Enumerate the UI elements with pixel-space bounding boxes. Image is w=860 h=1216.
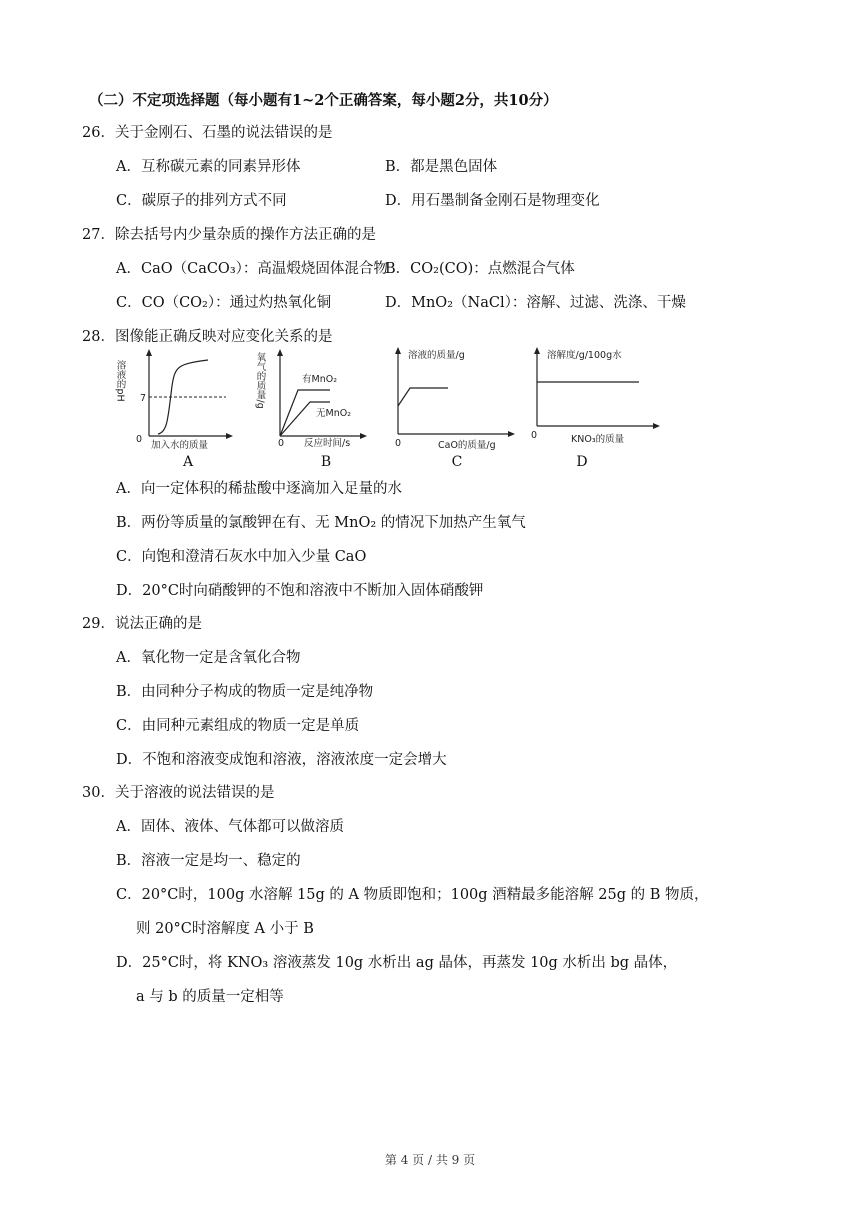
graph-b-legend-without: 无MnO₂ [316, 408, 352, 419]
section-title: （二）不定项选择题（每小题有1~2个正确答案，每小题2分，共10分） [89, 92, 558, 109]
q29-option-b: B．由同种分子构成的物质一定是纯净物 [116, 684, 374, 700]
graph-a [114, 346, 233, 451]
graph-b-legend-with: 有MnO₂ [302, 374, 338, 385]
q28-option-d: D．20°C时向硝酸钾的不饱和溶液中不断加入固体硝酸钾 [116, 583, 484, 599]
graph-a-xlabel: 加入水的质量 [151, 440, 209, 451]
graph-b-ylabel: 氧气的质量/g [254, 352, 266, 409]
graph-d-caption: D [576, 454, 588, 470]
graph-d-origin: 0 [531, 430, 538, 441]
q26-option-c: C．碳原子的排列方式不同 [116, 193, 287, 209]
q26-option-d: D．用石墨制备金刚石是物理变化 [385, 193, 600, 209]
q27-option-a: A．CaO（CaCO₃）：高温煅烧固体混合物 [116, 261, 388, 277]
graph-d [531, 346, 666, 450]
q30-option-a: A．固体、液体、气体都可以做溶质 [116, 819, 344, 835]
graph-c-ylabel: 溶液的质量/g [408, 350, 465, 361]
graph-b-xlabel: 反应时间/s [304, 438, 351, 449]
graph-c [392, 346, 522, 450]
q28-option-c: C．向饱和澄清石灰水中加入少量 CaO [116, 549, 367, 565]
q27-option-b: B．CO₂(CO)：点燃混合气体 [385, 261, 575, 277]
graph-a-ylabel: 溶液的pH [114, 360, 126, 402]
q30-option-d: D．25°C时，将 KNO₃ 溶液蒸发 10g 水析出 ag 晶体，再蒸发 10g 水析出 bg 晶体， [116, 955, 678, 971]
graph-a-caption: A [182, 454, 194, 470]
question-30-stem: 30．关于溶液的说法错误的是 [82, 785, 275, 801]
q27-option-c: C．CO（CO₂）：通过灼热氧化铜 [116, 295, 332, 311]
q26-option-b: B．都是黑色固体 [385, 159, 498, 175]
q27-option-d: D．MnO₂（NaCl）：溶解、过滤、洗涤、干燥 [385, 295, 686, 311]
q28-option-a: A．向一定体积的稀盐酸中逐滴加入足量的水 [116, 481, 402, 497]
graph-b-origin: 0 [278, 438, 285, 449]
graph-c-xlabel: CaO的质量/g [438, 440, 496, 451]
graph-d-ylabel: 溶解度/g/100g水 [547, 350, 622, 361]
q29-option-d: D．不饱和溶液变成饱和溶液，溶液浓度一定会增大 [116, 752, 447, 768]
question-29-stem: 29．说法正确的是 [82, 616, 202, 632]
q29-option-c: C．由同种元素组成的物质一定是单质 [116, 718, 360, 734]
question-26-stem: 26．关于金刚石、石墨的说法错误的是 [82, 125, 333, 141]
graph-d-xlabel: KNO₃的质量 [571, 434, 625, 445]
graph-a-ytick-7: 7 [140, 393, 147, 404]
graph-c-caption: C [451, 454, 463, 470]
q30-option-b: B．溶液一定是均一、稳定的 [116, 853, 301, 869]
q30-option-c: C．20°C时，100g 水溶解 15g 的 A 物质即饱和；100g 酒精最多能溶解 25g 的 B 物质， [116, 887, 709, 903]
q29-option-a: A．氧化物一定是含氧化合物 [116, 650, 301, 666]
q26-option-a: A．互称碳元素的同素异形体 [116, 159, 301, 175]
graph-b [254, 346, 373, 450]
question-27-stem: 27．除去括号内少量杂质的操作方法正确的是 [82, 227, 376, 243]
graph-c-origin: 0 [395, 438, 402, 449]
graph-b-caption: B [320, 454, 332, 470]
q28-option-b: B．两份等质量的氯酸钾在有、无 MnO₂ 的情况下加热产生氧气 [116, 515, 526, 531]
graph-a-origin: 0 [136, 434, 143, 445]
question-28-stem: 28．图像能正确反映对应变化关系的是 [82, 329, 333, 345]
page-footer: 第 4 页 / 共 9 页 [384, 1153, 476, 1167]
q30-option-d-cont: a 与 b 的质量一定相等 [136, 989, 284, 1005]
q30-option-c-cont: 则 20°C时溶解度 A 小于 B [136, 921, 314, 937]
